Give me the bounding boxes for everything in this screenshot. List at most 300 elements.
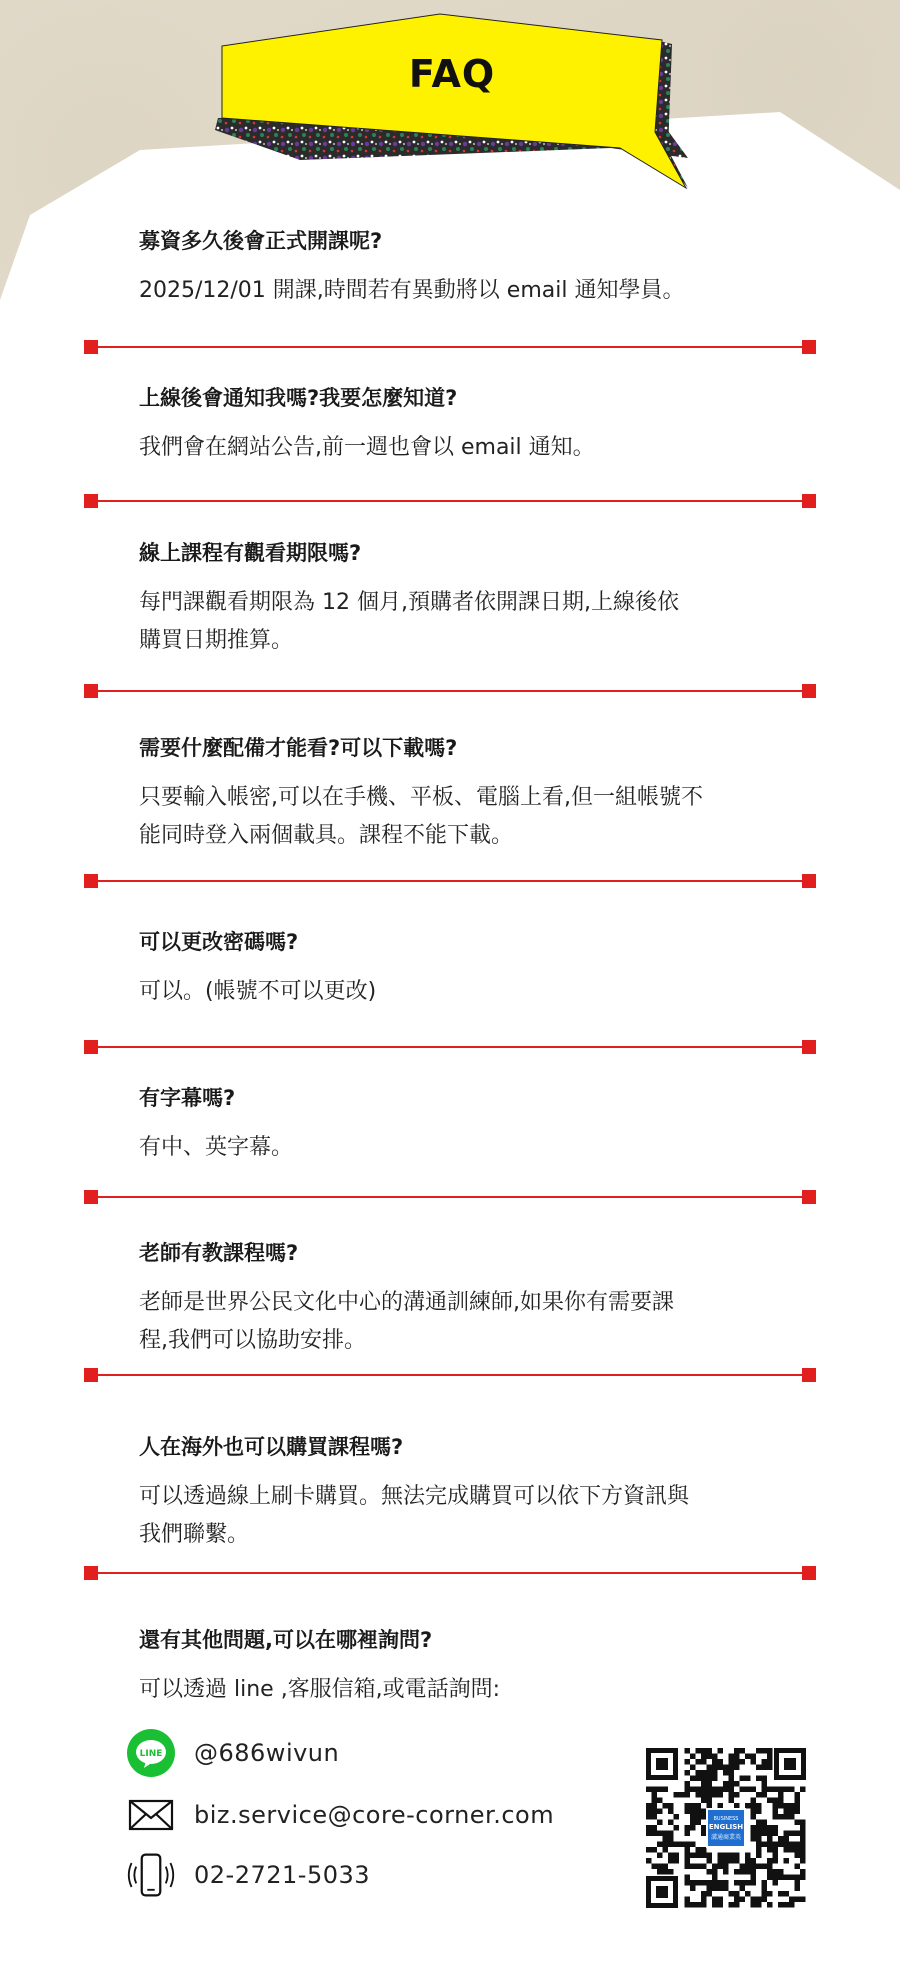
qr-module: [778, 1814, 784, 1820]
qr-module: [652, 1798, 658, 1804]
qr-module: [756, 1792, 762, 1798]
faq-banner: [0, 0, 900, 200]
qr-module: [751, 1798, 757, 1804]
qr-module: [685, 1880, 691, 1886]
qr-module: [690, 1776, 696, 1782]
qr-module: [712, 1754, 718, 1760]
qr-module: [685, 1858, 691, 1864]
qr-module: [773, 1814, 779, 1820]
line-icon: [126, 1728, 176, 1778]
qr-module: [668, 1831, 674, 1837]
qr-module: [663, 1842, 669, 1848]
qr-module: [751, 1902, 757, 1908]
qr-module: [646, 1847, 652, 1853]
qr-module: [789, 1803, 795, 1809]
qr-module: [767, 1787, 773, 1793]
qr-module: [685, 1897, 691, 1903]
qr-module: [718, 1787, 724, 1793]
qr-module: [712, 1897, 718, 1903]
qr-module: [657, 1787, 663, 1793]
qr-module: [701, 1831, 707, 1837]
qr-module: [762, 1842, 768, 1848]
qr-module: [723, 1858, 729, 1864]
qr-module: [718, 1748, 724, 1754]
qr-module: [696, 1770, 702, 1776]
qr-module: [767, 1825, 773, 1831]
qr-module: [729, 1858, 735, 1864]
qr-module: [663, 1847, 669, 1853]
qr-module: [767, 1869, 773, 1875]
qr-module: [778, 1891, 784, 1897]
qr-module: [734, 1754, 740, 1760]
qr-module: [712, 1902, 718, 1908]
divider: [84, 494, 816, 508]
faq-question: 人在海外也可以購買課程嗎?: [139, 1435, 404, 1459]
qr-module: [745, 1776, 751, 1782]
faq-answer: 有中、英字幕。: [139, 1135, 294, 1160]
qr-module: [773, 1787, 779, 1793]
qr-module: [712, 1770, 718, 1776]
qr-module: [800, 1853, 806, 1859]
qr-module: [795, 1886, 801, 1892]
qr-module: [701, 1809, 707, 1815]
qr-module: [696, 1880, 702, 1886]
qr-module: [734, 1897, 740, 1903]
qr-module: [751, 1864, 757, 1870]
qr-module: [762, 1748, 768, 1754]
qr-module: [773, 1869, 779, 1875]
qr-module: [767, 1759, 773, 1765]
faq-item: [139, 733, 779, 855]
qr-module: [751, 1897, 757, 1903]
qr-module: [734, 1858, 740, 1864]
qr-module: [668, 1836, 674, 1842]
faq-item: [139, 1625, 779, 1709]
qr-module: [756, 1836, 762, 1842]
qr-module: [756, 1831, 762, 1837]
qr-module: [773, 1798, 779, 1804]
qr-module: [762, 1886, 768, 1892]
faq-question: 還有其他問題,可以在哪裡詢問?: [139, 1628, 433, 1652]
qr-module: [696, 1847, 702, 1853]
qr-module: [767, 1798, 773, 1804]
qr-module: [751, 1825, 757, 1831]
qr-module: [723, 1770, 729, 1776]
faq-answer-line: 只要輸入帳密,可以在手機、平板、電腦上看,但一組帳號不: [139, 785, 703, 810]
qr-module: [701, 1754, 707, 1760]
qr-module: [729, 1787, 735, 1793]
qr-module: [740, 1776, 746, 1782]
qr-module: [751, 1759, 757, 1765]
qr-module: [778, 1803, 784, 1809]
qr-module: [729, 1776, 735, 1782]
qr-module: [784, 1787, 790, 1793]
qr-module: [696, 1820, 702, 1826]
qr-module: [795, 1864, 801, 1870]
qr-module: [663, 1864, 669, 1870]
qr-module: [756, 1809, 762, 1815]
faq-answer-line: 老師是世界公民文化中心的溝通訓練師,如果你有需要課: [139, 1290, 674, 1315]
qr-module: [701, 1880, 707, 1886]
qr-module: [734, 1902, 740, 1908]
qr-module: [646, 1858, 652, 1864]
qr-module: [740, 1880, 746, 1886]
qr-module: [646, 1831, 652, 1837]
qr-module: [756, 1803, 762, 1809]
qr-module: [657, 1869, 663, 1875]
qr-module: [756, 1853, 762, 1859]
qr-module: [729, 1853, 735, 1859]
faq-item: [139, 1238, 779, 1360]
qr-module: [718, 1902, 724, 1908]
qr-module: [729, 1770, 735, 1776]
qr-code[interactable]: [644, 1746, 808, 1910]
qr-module: [696, 1748, 702, 1754]
qr-code-graphic: [644, 1746, 808, 1910]
qr-module: [795, 1792, 801, 1798]
qr-module: [734, 1880, 740, 1886]
qr-module: [685, 1842, 691, 1848]
qr-module: [696, 1814, 702, 1820]
qr-module: [800, 1869, 806, 1875]
qr-module: [734, 1765, 740, 1771]
qr-module: [707, 1765, 713, 1771]
qr-module: [789, 1842, 795, 1848]
qr-module: [789, 1814, 795, 1820]
qr-module: [668, 1853, 674, 1859]
qr-module: [762, 1891, 768, 1897]
faq-title: FAQ: [408, 52, 496, 96]
faq-answer-line: 每門課觀看期限為 12 個月,預購者依開課日期,上線後依: [139, 590, 679, 615]
qr-module: [751, 1836, 757, 1842]
qr-module: [696, 1853, 702, 1859]
faq-answer: 我們會在網站公告,前一週也會以 email 通知。: [139, 435, 595, 460]
qr-module: [663, 1836, 669, 1842]
qr-module: [707, 1787, 713, 1793]
qr-module: [690, 1754, 696, 1760]
qr-module: [657, 1820, 663, 1826]
divider: [84, 340, 816, 354]
qr-module: [652, 1825, 658, 1831]
qr-module: [701, 1847, 707, 1853]
qr-module: [767, 1847, 773, 1853]
qr-module: [778, 1875, 784, 1881]
qr-module: [707, 1748, 713, 1754]
contact-phone[interactable]: [126, 1850, 370, 1900]
phone-number[interactable]: 02-2721-5033: [194, 1861, 371, 1889]
qr-module: [778, 1902, 784, 1908]
qr-module: [712, 1886, 718, 1892]
qr-module: [745, 1869, 751, 1875]
qr-module: [795, 1853, 801, 1859]
qr-module: [701, 1891, 707, 1897]
qr-module: [723, 1765, 729, 1771]
qr-module: [652, 1847, 658, 1853]
qr-module: [701, 1897, 707, 1903]
qr-module: [701, 1787, 707, 1793]
faq-item: [139, 1432, 779, 1554]
qr-module: [707, 1776, 713, 1782]
qr-module: [685, 1781, 691, 1787]
qr-module: [751, 1880, 757, 1886]
faq-answer: 可以透過 line ,客服信箱,或電話詢問:: [139, 1677, 501, 1702]
qr-module: [674, 1853, 680, 1859]
qr-module: [729, 1902, 735, 1908]
email-address[interactable]: biz.service@core-corner.com: [194, 1801, 555, 1829]
qr-module: [762, 1792, 768, 1798]
qr-module: [707, 1880, 713, 1886]
faq-answer-line: 能同時登入兩個載具。課程不能下載。: [139, 823, 514, 848]
qr-module: [685, 1770, 691, 1776]
qr-module: [751, 1809, 757, 1815]
faq-item: [139, 927, 779, 1011]
qr-module: [712, 1776, 718, 1782]
qr-module: [767, 1748, 773, 1754]
qr-module: [762, 1776, 768, 1782]
qr-module: [756, 1842, 762, 1848]
line-id[interactable]: @686wivun: [194, 1739, 340, 1767]
qr-module: [789, 1897, 795, 1903]
qr-module: [751, 1869, 757, 1875]
qr-module: [745, 1858, 751, 1864]
qr-module: [712, 1792, 718, 1798]
qr-module: [668, 1803, 674, 1809]
qr-module: [800, 1897, 806, 1903]
faq-answer: 可以。(帳號不可以更改): [139, 979, 377, 1004]
qr-module: [745, 1880, 751, 1886]
qr-module: [762, 1880, 768, 1886]
divider: [84, 874, 816, 888]
qr-module: [646, 1787, 652, 1793]
qr-module: [718, 1858, 724, 1864]
qr-module: [745, 1891, 751, 1897]
qr-module: [778, 1842, 784, 1848]
qr-module: [745, 1803, 751, 1809]
qr-module: [718, 1803, 724, 1809]
qr-module: [723, 1787, 729, 1793]
qr-module: [690, 1814, 696, 1820]
qr-module: [657, 1809, 663, 1815]
qr-module: [762, 1897, 768, 1903]
qr-module: [707, 1858, 713, 1864]
qr-module: [789, 1831, 795, 1837]
qr-module: [762, 1759, 768, 1765]
faq-item: [139, 1083, 779, 1167]
qr-module: [745, 1754, 751, 1760]
qr-module: [652, 1864, 658, 1870]
qr-module: [795, 1875, 801, 1881]
qr-module: [696, 1776, 702, 1782]
qr-module: [740, 1787, 746, 1793]
qr-module: [740, 1748, 746, 1754]
qr-module: [784, 1836, 790, 1842]
qr-module: [652, 1792, 658, 1798]
qr-module: [685, 1792, 691, 1798]
qr-module: [701, 1798, 707, 1804]
qr-module: [740, 1869, 746, 1875]
faq-item: [139, 383, 779, 467]
qr-module: [712, 1787, 718, 1793]
qr-module: [734, 1748, 740, 1754]
qr-module: [773, 1803, 779, 1809]
qr-module: [701, 1770, 707, 1776]
qr-module: [707, 1803, 713, 1809]
qr-module: [789, 1902, 795, 1908]
qr-module: [685, 1847, 691, 1853]
qr-module: [696, 1864, 702, 1870]
qr-module: [701, 1902, 707, 1908]
qr-module: [784, 1803, 790, 1809]
qr-module: [712, 1880, 718, 1886]
qr-badge-line-1: BUSINESS: [713, 1816, 739, 1822]
qr-module: [767, 1842, 773, 1848]
envelope-icon: [126, 1790, 176, 1840]
qr-module: [668, 1869, 674, 1875]
qr-module: [685, 1853, 691, 1859]
qr-module: [751, 1803, 757, 1809]
qr-module: [707, 1792, 713, 1798]
qr-module: [690, 1880, 696, 1886]
qr-module: [690, 1787, 696, 1793]
qr-module: [718, 1886, 724, 1892]
qr-module: [657, 1853, 663, 1859]
qr-module: [718, 1897, 724, 1903]
qr-module: [762, 1820, 768, 1826]
qr-module: [696, 1759, 702, 1765]
qr-module: [663, 1869, 669, 1875]
qr-module: [762, 1831, 768, 1837]
line-icon-label: LINE: [139, 1749, 163, 1759]
divider: [84, 1566, 816, 1580]
qr-module: [795, 1820, 801, 1826]
divider: [84, 684, 816, 698]
qr-module: [795, 1809, 801, 1815]
qr-module: [663, 1831, 669, 1837]
qr-module: [789, 1787, 795, 1793]
qr-module: [707, 1754, 713, 1760]
faq-question: 有字幕嗎?: [139, 1086, 236, 1110]
faq-question: 募資多久後會正式開課呢?: [139, 229, 383, 253]
qr-module: [767, 1765, 773, 1771]
qr-module: [734, 1869, 740, 1875]
faq-answer-line: 我們聯繫。: [139, 1522, 250, 1547]
qr-module: [795, 1847, 801, 1853]
qr-module: [756, 1765, 762, 1771]
qr-module: [762, 1864, 768, 1870]
faq-question: 老師有教課程嗎?: [139, 1241, 299, 1265]
qr-module: [784, 1858, 790, 1864]
qr-module: [800, 1787, 806, 1793]
qr-module: [723, 1864, 729, 1870]
qr-module: [701, 1792, 707, 1798]
qr-module: [685, 1902, 691, 1908]
contact-email[interactable]: [126, 1790, 554, 1840]
faq-question: 上線後會通知我嗎?我要怎麼知道?: [139, 386, 458, 410]
qr-module: [646, 1825, 652, 1831]
qr-module: [734, 1781, 740, 1787]
qr-module: [778, 1792, 784, 1798]
qr-module: [668, 1858, 674, 1864]
qr-module: [701, 1748, 707, 1754]
qr-module: [685, 1803, 691, 1809]
qr-module: [690, 1853, 696, 1859]
qr-module: [734, 1803, 740, 1809]
qr-module: [778, 1869, 784, 1875]
qr-module: [707, 1853, 713, 1859]
qr-module: [718, 1765, 724, 1771]
qr-module: [712, 1869, 718, 1875]
qr-module: [674, 1842, 680, 1848]
qr-module: [734, 1853, 740, 1859]
qr-module: [784, 1902, 790, 1908]
faq-question: 可以更改密碼嗎?: [139, 930, 299, 954]
qr-module: [685, 1825, 691, 1831]
qr-module: [734, 1891, 740, 1897]
qr-module: [762, 1781, 768, 1787]
qr-module: [652, 1814, 658, 1820]
qr-module: [685, 1875, 691, 1881]
qr-module: [767, 1831, 773, 1837]
qr-module: [729, 1891, 735, 1897]
qr-module: [745, 1853, 751, 1859]
qr-module: [773, 1847, 779, 1853]
qr-module: [762, 1787, 768, 1793]
qr-module: [756, 1864, 762, 1870]
faq-item: [139, 226, 779, 310]
qr-module: [657, 1831, 663, 1837]
qr-module: [740, 1897, 746, 1903]
qr-module: [701, 1814, 707, 1820]
qr-module: [690, 1864, 696, 1870]
qr-module: [729, 1781, 735, 1787]
qr-module: [657, 1864, 663, 1870]
qr-module: [668, 1820, 674, 1826]
qr-module: [707, 1781, 713, 1787]
qr-module: [701, 1759, 707, 1765]
contact-line[interactable]: [126, 1728, 339, 1778]
qr-module: [800, 1858, 806, 1864]
qr-module: [707, 1869, 713, 1875]
qr-module: [795, 1897, 801, 1903]
qr-module: [701, 1825, 707, 1831]
qr-module: [773, 1842, 779, 1848]
qr-module: [767, 1891, 773, 1897]
qr-module: [756, 1902, 762, 1908]
faq-question: 線上課程有觀看期限嗎?: [139, 541, 362, 565]
qr-module: [751, 1787, 757, 1793]
qr-module: [707, 1798, 713, 1804]
qr-module: [718, 1880, 724, 1886]
qr-module: [795, 1803, 801, 1809]
faq-answer-line: 購買日期推算。: [139, 628, 294, 653]
qr-module: [795, 1831, 801, 1837]
qr-module: [723, 1781, 729, 1787]
qr-badge-line-3: 溝通商業英: [710, 1834, 742, 1841]
qr-module: [668, 1809, 674, 1815]
qr-module: [800, 1820, 806, 1826]
qr-module: [723, 1853, 729, 1859]
qr-module: [674, 1825, 680, 1831]
qr-module: [784, 1842, 790, 1848]
qr-module: [767, 1875, 773, 1881]
qr-module: [751, 1814, 757, 1820]
qr-module: [773, 1809, 779, 1815]
qr-module: [762, 1825, 768, 1831]
qr-module: [723, 1869, 729, 1875]
qr-module: [767, 1858, 773, 1864]
qr-module: [685, 1831, 691, 1837]
divider: [84, 1368, 816, 1382]
